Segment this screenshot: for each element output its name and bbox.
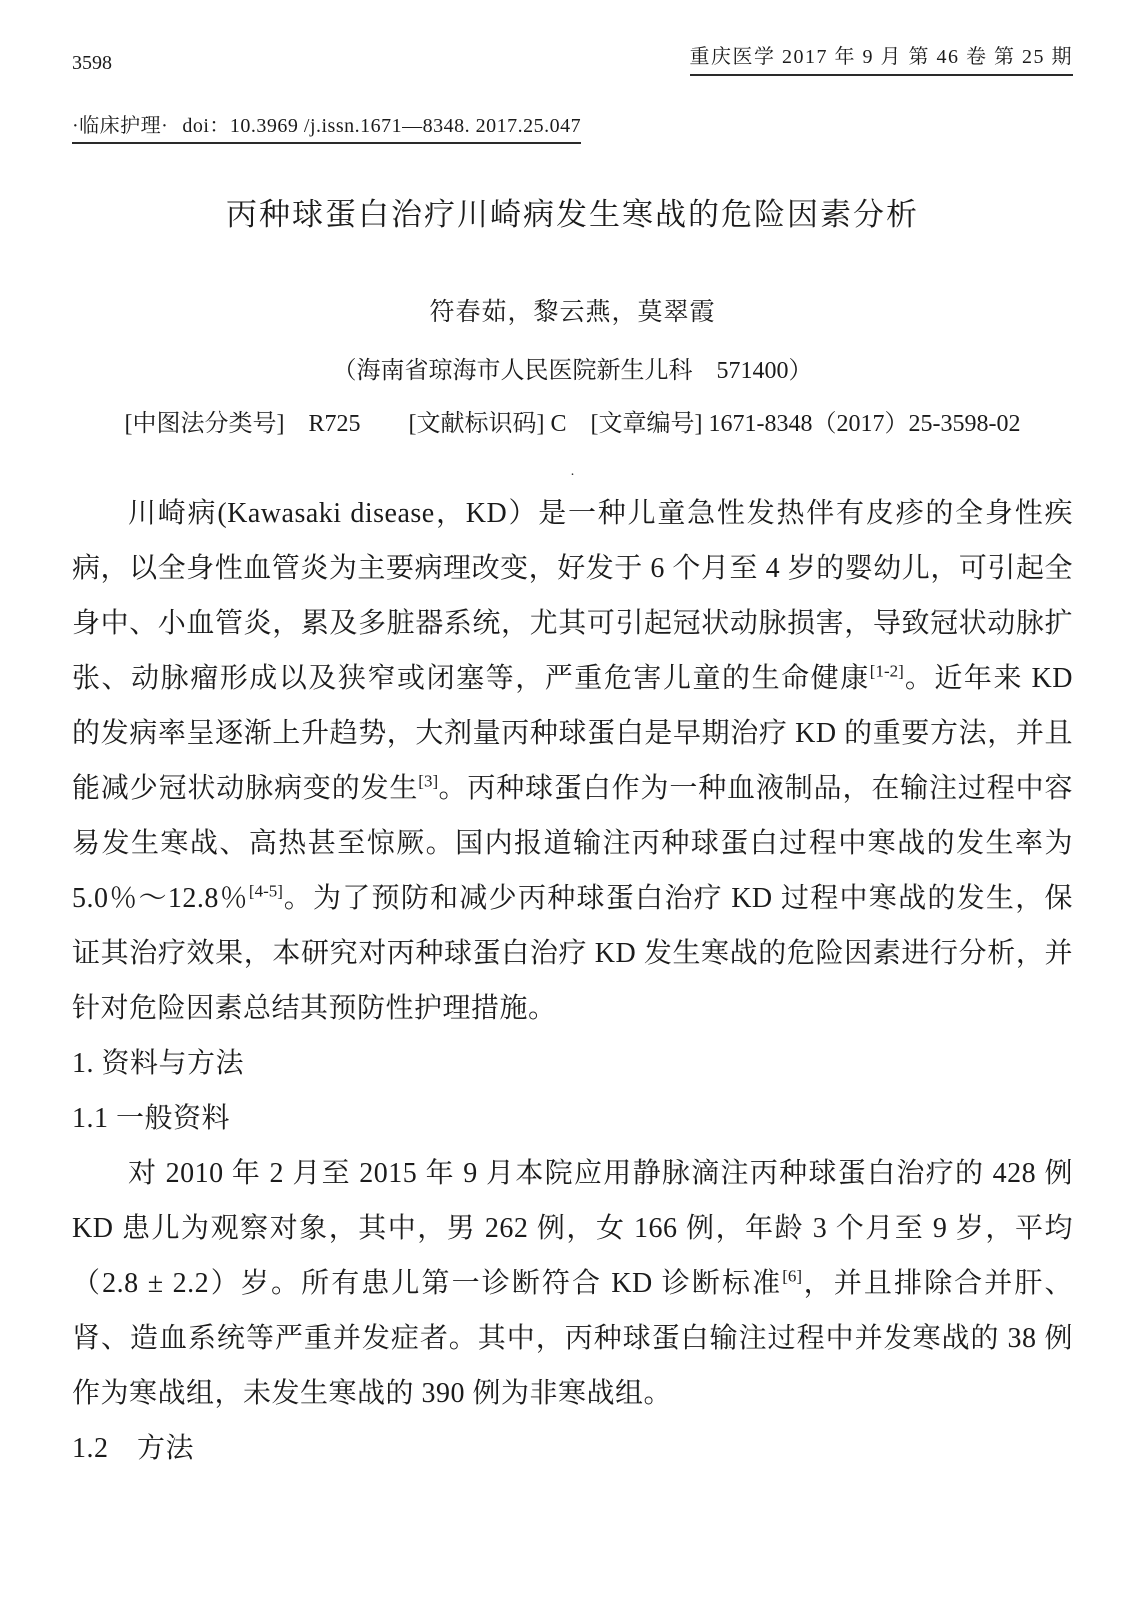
reference-superscript: [1-2]	[869, 661, 904, 681]
article-title: 丙种球蛋白治疗川崎病发生寒战的危险因素分析	[226, 197, 919, 232]
section-heading: 1. 资料与方法	[72, 1048, 245, 1079]
doi-line	[72, 114, 581, 144]
journal-info: 重庆医学 2017 年 9 月 第 46 卷 第 25 期	[690, 44, 1074, 76]
body-paragraph	[72, 486, 1073, 1036]
section-heading: 1.2 方法	[72, 1433, 195, 1464]
paragraph-text: 。近年来 KD 的发病率呈逐渐上升趋势，大剂量丙种球蛋白是早期治疗 KD 的重要方法，并且能减少冠状动脉病变的发生	[72, 663, 1073, 804]
authors-line: 符春茹，黎云燕，莫翠霞	[429, 299, 716, 326]
paragraph-text: ，并且排除合并肝、肾、造血系统等严重并发症者。其中，丙种球蛋白输注过程中并发寒战的 38 例作为寒战组，未发生寒战的 390 例为非寒战组。	[72, 1268, 1073, 1409]
affiliation-line: （海南省琼海市人民医院新生儿科 571400）	[332, 358, 813, 384]
reference-superscript: [6]	[782, 1266, 803, 1286]
column-label: ·临床护理·	[72, 115, 169, 137]
paragraph-text: 。为了预防和减少丙种球蛋白治疗 KD 过程中寒战的发生，保证其治疗效果，本研究对丙种球蛋白治疗 KD 发生寒战的危险因素进行分析，并针对危险因素总结其预防性护理措施。	[72, 883, 1073, 1024]
paragraph-text: 对 2010 年 2 月至 2015 年 9 月本院应用静脉滴注丙种球蛋白治疗的 428 例 KD 患儿为观察对象，其中，男 262 例，女 166 例，年龄 3 个月至 9 岁，平均（2.8 ± 2.2）岁。所有患儿第一诊断符合 KD 诊断标准	[72, 1158, 1073, 1299]
reference-superscript: [3]	[418, 771, 439, 791]
page-header	[72, 44, 1073, 76]
classification-line: [中图法分类号] R725 [文献标识码] C [文章编号] 1671-8348（2017）25-3598-02	[124, 411, 1021, 437]
reference-superscript: [4-5]	[248, 881, 283, 901]
article-body	[72, 486, 1073, 1476]
divider-dot: .	[570, 464, 575, 479]
paragraph-text: 川崎病(Kawasaki disease，KD）是一种儿童急性发热伴有皮疹的全身性疾病，以全身性血管炎为主要病理改变，好发于 6 个月至 4 岁的婴幼儿，可引起全身中、小血管炎，累及多脏器系统，尤其可引起冠状动脉损害，导致冠状动脉扩张、动脉瘤形成以及狭窄或闭塞等，严重危害儿童的生命健康	[72, 498, 1073, 694]
section-heading: 1.1 一般资料	[72, 1103, 231, 1134]
paragraph-text: 。丙种球蛋白作为一种血液制品，在输注过程中容易发生寒战、高热甚至惊厥。国内报道输注丙种球蛋白过程中寒战的发生率为 5.0％～12.8％	[72, 773, 1073, 914]
body-paragraph	[72, 1146, 1073, 1421]
page-number: 3598	[72, 52, 112, 74]
doi-text: doi：10.3969 /j.issn.1671—8348. 2017.25.047	[182, 115, 582, 137]
